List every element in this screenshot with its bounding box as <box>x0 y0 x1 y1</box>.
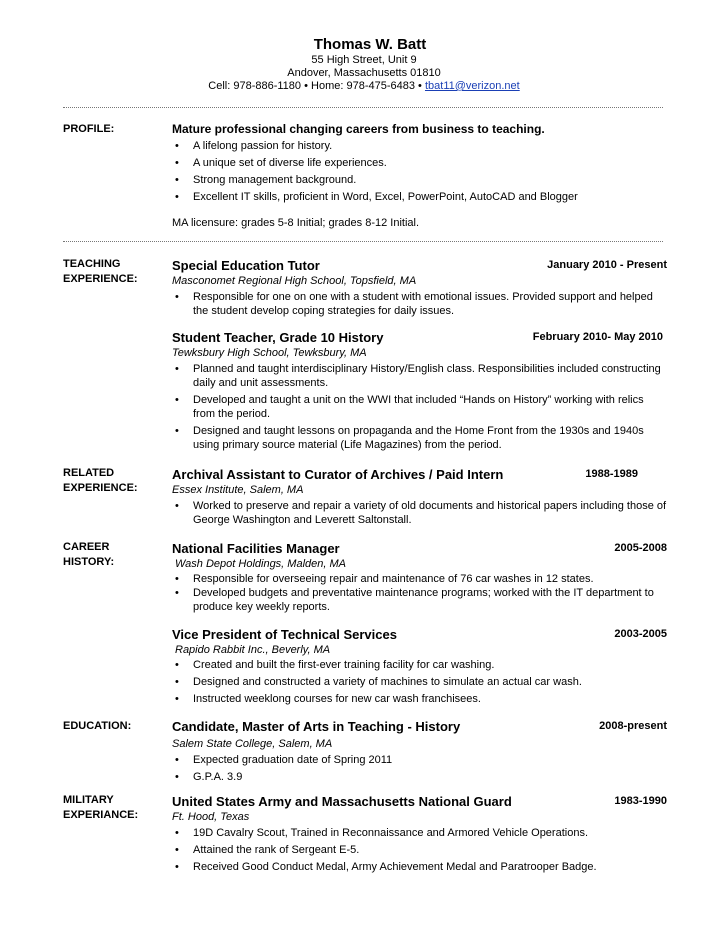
job-title-row <box>172 466 667 483</box>
section-body <box>172 257 667 452</box>
bullet-icon: • <box>175 157 179 169</box>
bullet-icon: • <box>175 140 179 152</box>
list-item-text: Developed and taught a unit on the WWI that included “Hands on History” working with relics from the period. <box>193 394 644 420</box>
list-item <box>172 139 667 153</box>
section-body <box>172 122 667 230</box>
list-item-text: Designed and constructed a variety of machines to simulate an actual car wash. <box>193 676 582 688</box>
job-dates: 1988-1989 <box>585 468 638 480</box>
contact-line <box>0 80 728 93</box>
bullet-icon: • <box>175 291 179 303</box>
label-text: CAREER <box>63 541 110 553</box>
bullet-icon: • <box>175 191 179 203</box>
job-title-row <box>172 329 667 346</box>
list-item <box>172 586 667 614</box>
list-item-text: Created and built the first-ever training facility for car washing. <box>193 659 495 671</box>
section-label <box>63 540 169 570</box>
label-text: RELATED <box>63 467 115 479</box>
section-body <box>172 466 667 527</box>
bullet-icon: • <box>175 827 179 839</box>
job-title: National Facilities Manager <box>172 541 340 556</box>
job-organization: Salem State College, Salem, MA <box>172 738 333 750</box>
label-text: EXPERIANCE: <box>63 809 139 821</box>
list-item <box>172 173 667 187</box>
job-organization: Ft. Hood, Texas <box>172 811 250 823</box>
job-entry <box>172 329 667 452</box>
list-item-text: Expected graduation date of Spring 2011 <box>193 754 393 766</box>
job-organization: Essex Institute, Salem, MA <box>172 484 304 496</box>
job-entry <box>172 626 667 706</box>
job-title: Archival Assistant to Curator of Archives / Paid Intern <box>172 467 504 482</box>
job-title: Candidate, Master of Arts in Teaching - History <box>172 719 461 734</box>
job-dates: 2008-present <box>599 720 667 732</box>
list-item-text: Designed and taught lessons on propaganda and the Home Front from the 1930s and 1940s using primary source material (Life Magazines) from the period. <box>193 425 644 451</box>
label-text: PROFILE: <box>63 123 115 135</box>
home-phone: Home: 978-475-6483 <box>311 80 415 92</box>
list-item-text: 19D Cavalry Scout, Trained in Reconnaissance and Armored Vehicle Operations. <box>193 827 588 839</box>
job-title: Student Teacher, Grade 10 History <box>172 330 384 345</box>
list-item <box>172 826 667 840</box>
section-label <box>63 122 169 137</box>
job-title-row <box>172 540 667 557</box>
bullet-list <box>172 826 667 874</box>
bullet-list <box>172 290 667 318</box>
section-body <box>172 793 667 874</box>
list-item <box>172 572 667 586</box>
bullet-icon: • <box>175 500 179 512</box>
list-item <box>172 692 667 706</box>
list-item-text: Attained the rank of Sergeant E-5. <box>193 844 360 856</box>
label-text: HISTORY: <box>63 556 115 568</box>
job-title: United States Army and Massachusetts National Guard <box>172 794 512 809</box>
list-item <box>172 190 667 204</box>
job-title: Vice President of Technical Services <box>172 627 397 642</box>
bullet-list <box>172 139 667 204</box>
list-item <box>172 658 667 672</box>
job-dates: 1983-1990 <box>614 795 667 807</box>
profile-headline: Mature professional changing careers from business to teaching. <box>172 122 545 136</box>
label-text: TEACHING <box>63 258 121 270</box>
list-item-text: Responsible for overseeing repair and maintenance of 76 car washes in 12 states. <box>193 573 594 585</box>
job-entry <box>172 257 667 318</box>
list-item <box>172 499 667 527</box>
resume-header <box>0 36 728 93</box>
list-item <box>172 770 667 784</box>
email-link[interactable]: tbat11@verizon.net <box>424 80 520 92</box>
bullet-icon: • <box>175 861 179 873</box>
divider <box>63 107 663 108</box>
job-organization: Rapido Rabbit Inc., Beverly, MA <box>175 644 331 656</box>
job-organization: Tewksbury High School, Tewksbury, MA <box>172 347 367 359</box>
bullet-icon: • <box>175 771 179 783</box>
job-entry <box>172 718 667 784</box>
list-item <box>172 156 667 170</box>
job-title-row <box>172 626 667 643</box>
label-text: EXPERIENCE: <box>63 482 138 494</box>
bullet-icon: • <box>175 573 179 585</box>
job-title-row <box>172 257 667 274</box>
job-dates: February 2010- May 2010 <box>532 331 663 343</box>
list-item <box>172 393 667 421</box>
label-text: MILITARY <box>63 794 114 806</box>
job-dates: 2003-2005 <box>614 628 667 640</box>
section-label <box>63 257 169 287</box>
address-line-2: Andover, Massachusetts 01810 <box>287 67 441 79</box>
section-label <box>63 466 169 496</box>
bullet-icon: • <box>175 659 179 671</box>
job-title: Special Education Tutor <box>172 258 320 273</box>
bullet-icon: • <box>175 425 179 437</box>
job-entry <box>172 540 667 614</box>
list-item <box>172 860 667 874</box>
bullet-icon: • <box>175 363 179 375</box>
list-item-text: Excellent IT skills, proficient in Word, Excel, PowerPoint, AutoCAD and Blogger <box>193 191 578 203</box>
separator: • <box>418 80 422 92</box>
list-item-text: Worked to preserve and repair a variety of old documents and historical papers including those of George Washington and Leverett Saltonstall. <box>193 500 667 526</box>
label-text: EXPERIENCE: <box>63 273 138 285</box>
bullet-icon: • <box>175 693 179 705</box>
candidate-name: Thomas W. Batt <box>313 36 427 53</box>
bullet-list <box>172 753 667 784</box>
address-line-1: 55 High Street, Unit 9 <box>311 54 417 66</box>
section-body <box>172 718 667 784</box>
bullet-list <box>172 499 667 527</box>
job-entry <box>172 793 667 874</box>
job-organization: Wash Depot Holdings, Malden, MA <box>175 558 346 570</box>
bullet-icon: • <box>175 394 179 406</box>
list-item <box>172 290 667 318</box>
list-item <box>172 753 667 767</box>
job-dates: January 2010 - Present <box>547 259 667 271</box>
list-item <box>172 362 667 390</box>
divider <box>63 241 663 242</box>
list-item <box>172 424 667 452</box>
job-entry <box>172 466 667 527</box>
job-title-row <box>172 793 667 810</box>
bullet-list <box>172 362 667 452</box>
section-label <box>63 793 169 823</box>
cell-phone: Cell: 978-886-1180 <box>208 80 302 92</box>
job-dates: 2005-2008 <box>614 542 667 554</box>
list-item <box>172 843 667 857</box>
list-item-text: Instructed weeklong courses for new car wash franchisees. <box>193 693 481 705</box>
bullet-icon: • <box>175 587 179 599</box>
bullet-icon: • <box>175 676 179 688</box>
job-organization: Masconomet Regional High School, Topsfield, MA <box>172 275 417 287</box>
bullet-list <box>172 658 667 706</box>
job-title-row <box>172 718 667 735</box>
section-body <box>172 540 667 706</box>
list-item-text: Responsible for one on one with a student with emotional issues. Provided support and helped the student develop coping strategies for daily issues. <box>193 291 653 317</box>
list-item-text: A lifelong passion for history. <box>193 140 333 152</box>
label-text: EDUCATION: <box>63 720 132 732</box>
bullet-icon: • <box>175 174 179 186</box>
separator: • <box>304 80 308 92</box>
bullet-list <box>172 572 667 614</box>
bullet-icon: • <box>175 754 179 766</box>
bullet-icon: • <box>175 844 179 856</box>
section-label <box>63 719 169 734</box>
list-item-text: A unique set of diverse life experiences. <box>193 157 387 169</box>
list-item-text: Planned and taught interdisciplinary History/English class. Responsibilities included constructing daily and unit assessments. <box>193 363 661 389</box>
licensure-note: MA licensure: grades 5-8 Initial; grades 8-12 Initial. <box>172 217 420 229</box>
list-item <box>172 675 667 689</box>
list-item-text: Received Good Conduct Medal, Army Achievement Medal and Paratrooper Badge. <box>193 861 597 873</box>
list-item-text: Developed budgets and preventative maintenance programs; worked with the IT department to produce key weekly reports. <box>193 587 654 613</box>
list-item-text: Strong management background. <box>193 174 357 186</box>
list-item-text: G.P.A. 3.9 <box>193 771 243 783</box>
